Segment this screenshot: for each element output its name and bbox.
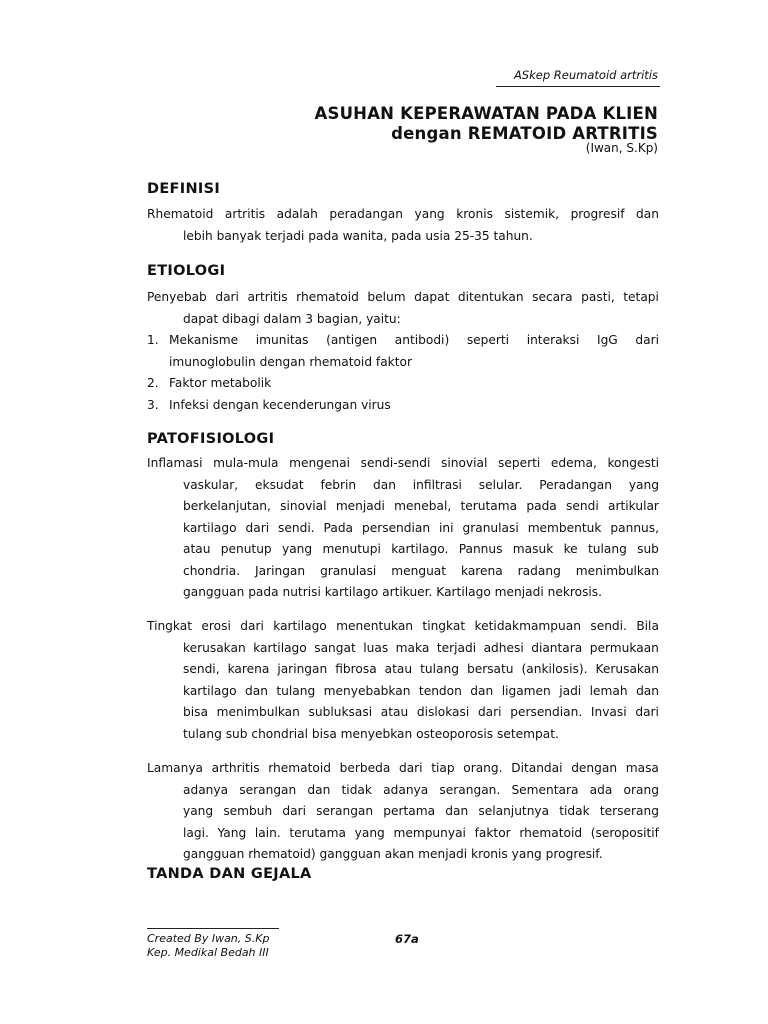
list-number: 2. [147,376,159,390]
word: rhematoid [296,290,359,304]
word: tingkat [422,619,466,633]
footer-credits [147,932,269,960]
word: masuk [512,542,554,556]
word: adanya [183,782,229,797]
word: menentukan [336,619,414,633]
word: sendi. [278,520,315,535]
word: masa [625,761,659,775]
word: kartilago [273,619,327,633]
word: dari [240,619,264,633]
word: subluksasi [308,705,373,719]
word: dan [307,782,331,797]
word: karena [227,662,270,676]
word: rhematoid [519,825,583,840]
word: sinovial [441,456,488,470]
patofisiologi-paragraph-1 [147,453,659,604]
word: serangan [316,804,374,818]
word: dari [477,705,502,719]
word: menebal, [394,499,452,513]
word: menyebabkan [323,683,411,698]
word: serangan. [439,782,501,797]
footer-rule [147,928,279,929]
word: ketidakmampuan [474,619,581,633]
para-line [147,823,659,845]
word: sendi. [590,619,627,633]
word: yang [281,542,313,556]
word: membentuk [527,520,602,535]
word: Tingkat [147,619,193,633]
heading-patofisiologi: PATOFISIOLOGI [147,431,275,447]
word: dan [636,207,659,221]
page-number: 67a [395,932,419,946]
word: arthritis [211,761,260,775]
word: Jaringan [255,563,306,578]
word: Sementara [511,782,579,797]
word: kartilago [253,640,307,655]
word: peradangan [329,207,403,221]
word: persendian. [510,705,583,719]
word: atau [183,542,211,556]
word: kronis [456,207,493,221]
word: dari [635,333,659,347]
word: sendi-sendi [360,456,431,470]
para-line [147,539,659,561]
word: secara [532,290,573,304]
word: kerusakan [183,640,246,655]
word: terutama [289,825,346,840]
list-text [169,330,659,352]
word: dari [245,520,270,535]
word: menjadi [335,499,385,513]
running-header: ASkep Reumatoid artritis [513,68,658,82]
word: eksudat [255,477,304,492]
para-line [147,780,659,802]
word: faktor [474,825,511,840]
word: mula-mula [213,456,279,470]
word: menimbulkan [216,705,300,719]
para-line [147,681,659,703]
word: berbeda [339,761,391,775]
word: (ankilosis). [521,662,588,676]
word: tulang [420,662,459,676]
word: dari [215,290,239,304]
word: dislokasi [416,705,470,719]
word: kartilago [183,683,237,698]
para-line [147,702,659,724]
word: yang [628,477,659,492]
list-item [147,373,659,395]
word: maka [395,640,430,655]
word: sembuh [223,804,273,818]
word: dari [282,804,306,818]
para-line [147,287,659,309]
word: pada [526,499,557,513]
footer-course: Kep. Medikal Bedah III [147,946,269,959]
list-item [147,395,659,417]
word: berkelanjutan, [183,499,271,513]
para-line [147,204,659,226]
word: jaringan [277,662,328,676]
word: pasti, [581,290,615,304]
word: artikular [608,499,659,513]
list-text-cont: imunoglobulin dengan rhematoid faktor [169,354,412,369]
word: sangat [314,640,356,655]
word: kongesti [607,456,659,470]
word: Pada [323,520,354,535]
word: dapat [414,290,450,304]
word: tidak [559,804,590,818]
word: ke [563,542,578,556]
word: erosi [201,619,231,633]
list-number: 3. [147,397,159,412]
word: Peradangan [539,477,612,492]
header-rule [496,86,660,87]
word: mempunyai [393,825,466,840]
word: mengenai [289,456,350,470]
para-line: gangguan pada nutrisi kartilago artikuer. Kartilago menjadi nekrosis. [183,585,603,599]
word: Mekanisme [169,333,239,347]
word: terutama [460,499,518,513]
word: Pannus [458,542,503,556]
word: antibodi) [394,333,450,347]
document-title [315,104,658,144]
word: kartilago [183,520,237,535]
word: ligamen [501,683,551,698]
heading-etiologi: ETIOLOGI [147,263,226,279]
word: IgG [596,333,618,347]
word: adhesi [483,640,524,655]
word: interaksi [526,333,580,347]
word: lain. [254,825,281,840]
word: adalah [276,207,318,221]
para-line [147,561,659,583]
title-line-2: dengan REMATOID ARTRITIS [391,124,658,143]
para-line [147,453,659,475]
word: dengan [571,761,618,775]
list-text: Faktor metabolik [169,376,272,390]
word: ini [439,520,454,535]
word: dan [373,477,396,492]
word: tidak [341,782,372,797]
word: granulasi [320,563,377,578]
heading-definisi: DEFINISI [147,181,221,197]
word: artritis [247,290,288,304]
word: ada [589,782,613,797]
word: chondria. [183,563,241,578]
word: Rhematoid [147,207,214,221]
word: fibrosa [335,662,377,676]
para-line [147,496,659,518]
definisi-paragraph [147,204,659,247]
word: tetapi [623,290,659,304]
word: selanjutnya [478,804,550,818]
word: lagi. [183,825,209,840]
word: seperti [466,333,510,347]
word: sendi [566,499,599,513]
word: adanya [383,782,429,797]
word: infiltrasi [412,477,462,492]
word: Bila [636,619,659,633]
word: diantara [531,640,583,655]
word: dan [636,683,659,698]
patofisiologi-paragraph-2 [147,616,659,745]
word: menimbulkan [575,563,659,578]
word: progresif [570,207,625,221]
word: Invasi [590,705,627,719]
word: (antigen [326,333,378,347]
word: seperti [498,456,541,470]
word: Inflamasi [147,456,203,470]
word: dari [398,761,423,775]
word: vaskular, [183,477,239,492]
list-item [147,330,659,352]
word: tulang [587,542,627,556]
word: bisa [183,705,208,719]
word: pertama [383,804,436,818]
word: artritis [224,207,266,221]
word: dan [445,804,469,818]
word: yang [354,825,385,840]
word: ditentukan [457,290,524,304]
word: dari [635,705,659,719]
heading-tanda-dan-gejala: TANDA DAN GEJALA [147,866,312,882]
list-number: 1. [147,333,159,347]
word: granulasi [462,520,519,535]
patofisiologi-paragraph-3 [147,758,659,866]
word: menguat [391,563,447,578]
para-line [147,659,659,681]
word: Penyebab [147,290,207,304]
word: sub [637,542,659,556]
word: atau [380,705,409,719]
list-text: Infeksi dengan kecenderungan virus [169,397,391,412]
word: belum [367,290,406,304]
footer-created-by: Created By Iwan, S.Kp [147,932,270,945]
para-line [147,518,659,540]
word: sinovial [280,499,327,513]
word: sistemik, [504,207,560,221]
word: rhematoid [268,761,331,775]
word: pannus, [610,520,659,535]
para-line: tulang sub chondrial bisa menyebkan osteoporosis setempat. [183,726,559,741]
word: (seropositif [590,825,659,840]
word: Lamanya [147,761,204,775]
etiologi-paragraph [147,287,659,416]
word: orang. [463,761,503,775]
word: persendian [361,520,431,535]
para-line [147,616,659,638]
word: orang [623,782,659,797]
word: tulang [276,683,316,698]
word: dan [245,683,268,698]
word: terserang [599,804,659,818]
word: Kerusakan [595,662,659,676]
word: Ditandai [511,761,563,775]
word: lemah [589,683,628,698]
word: radang [517,563,561,578]
word: jadi [559,683,582,698]
word: dan [470,683,494,698]
word: selular. [478,477,523,492]
para-line: dapat dibagi dalam 3 bagian, yaitu: [183,311,401,326]
word: kartilago. [391,542,449,556]
word: yang [414,207,445,221]
word: tiap [431,761,455,775]
para-line: lebih banyak terjadi pada wanita, pada usia 25-35 tahun. [183,228,533,243]
word: terjadi [436,640,477,655]
word: karena [460,563,503,578]
word: permukaan [589,640,659,655]
title-line-1: ASUHAN KEPERAWATAN PADA KLIEN [314,104,658,123]
word: penutup [220,542,272,556]
para-line [147,475,659,497]
word: edema, [550,456,597,470]
word: imunitas [255,333,309,347]
para-line [147,758,659,780]
word: luas [363,640,389,655]
word: Yang [217,825,247,840]
para-line [147,801,659,823]
word: febrin [320,477,357,492]
word: sendi, [183,662,220,676]
word: atau [384,662,413,676]
word: bersatu [466,662,514,676]
word: tendon [418,683,462,698]
author: (Iwan, S.Kp) [585,141,658,155]
word: yang [183,804,214,818]
word: menutupi [322,542,381,556]
para-line: gangguan rhematoid) gangguan akan menjadi kronis yang progresif. [183,847,603,861]
para-line [147,638,659,660]
word: serangan [239,782,297,797]
